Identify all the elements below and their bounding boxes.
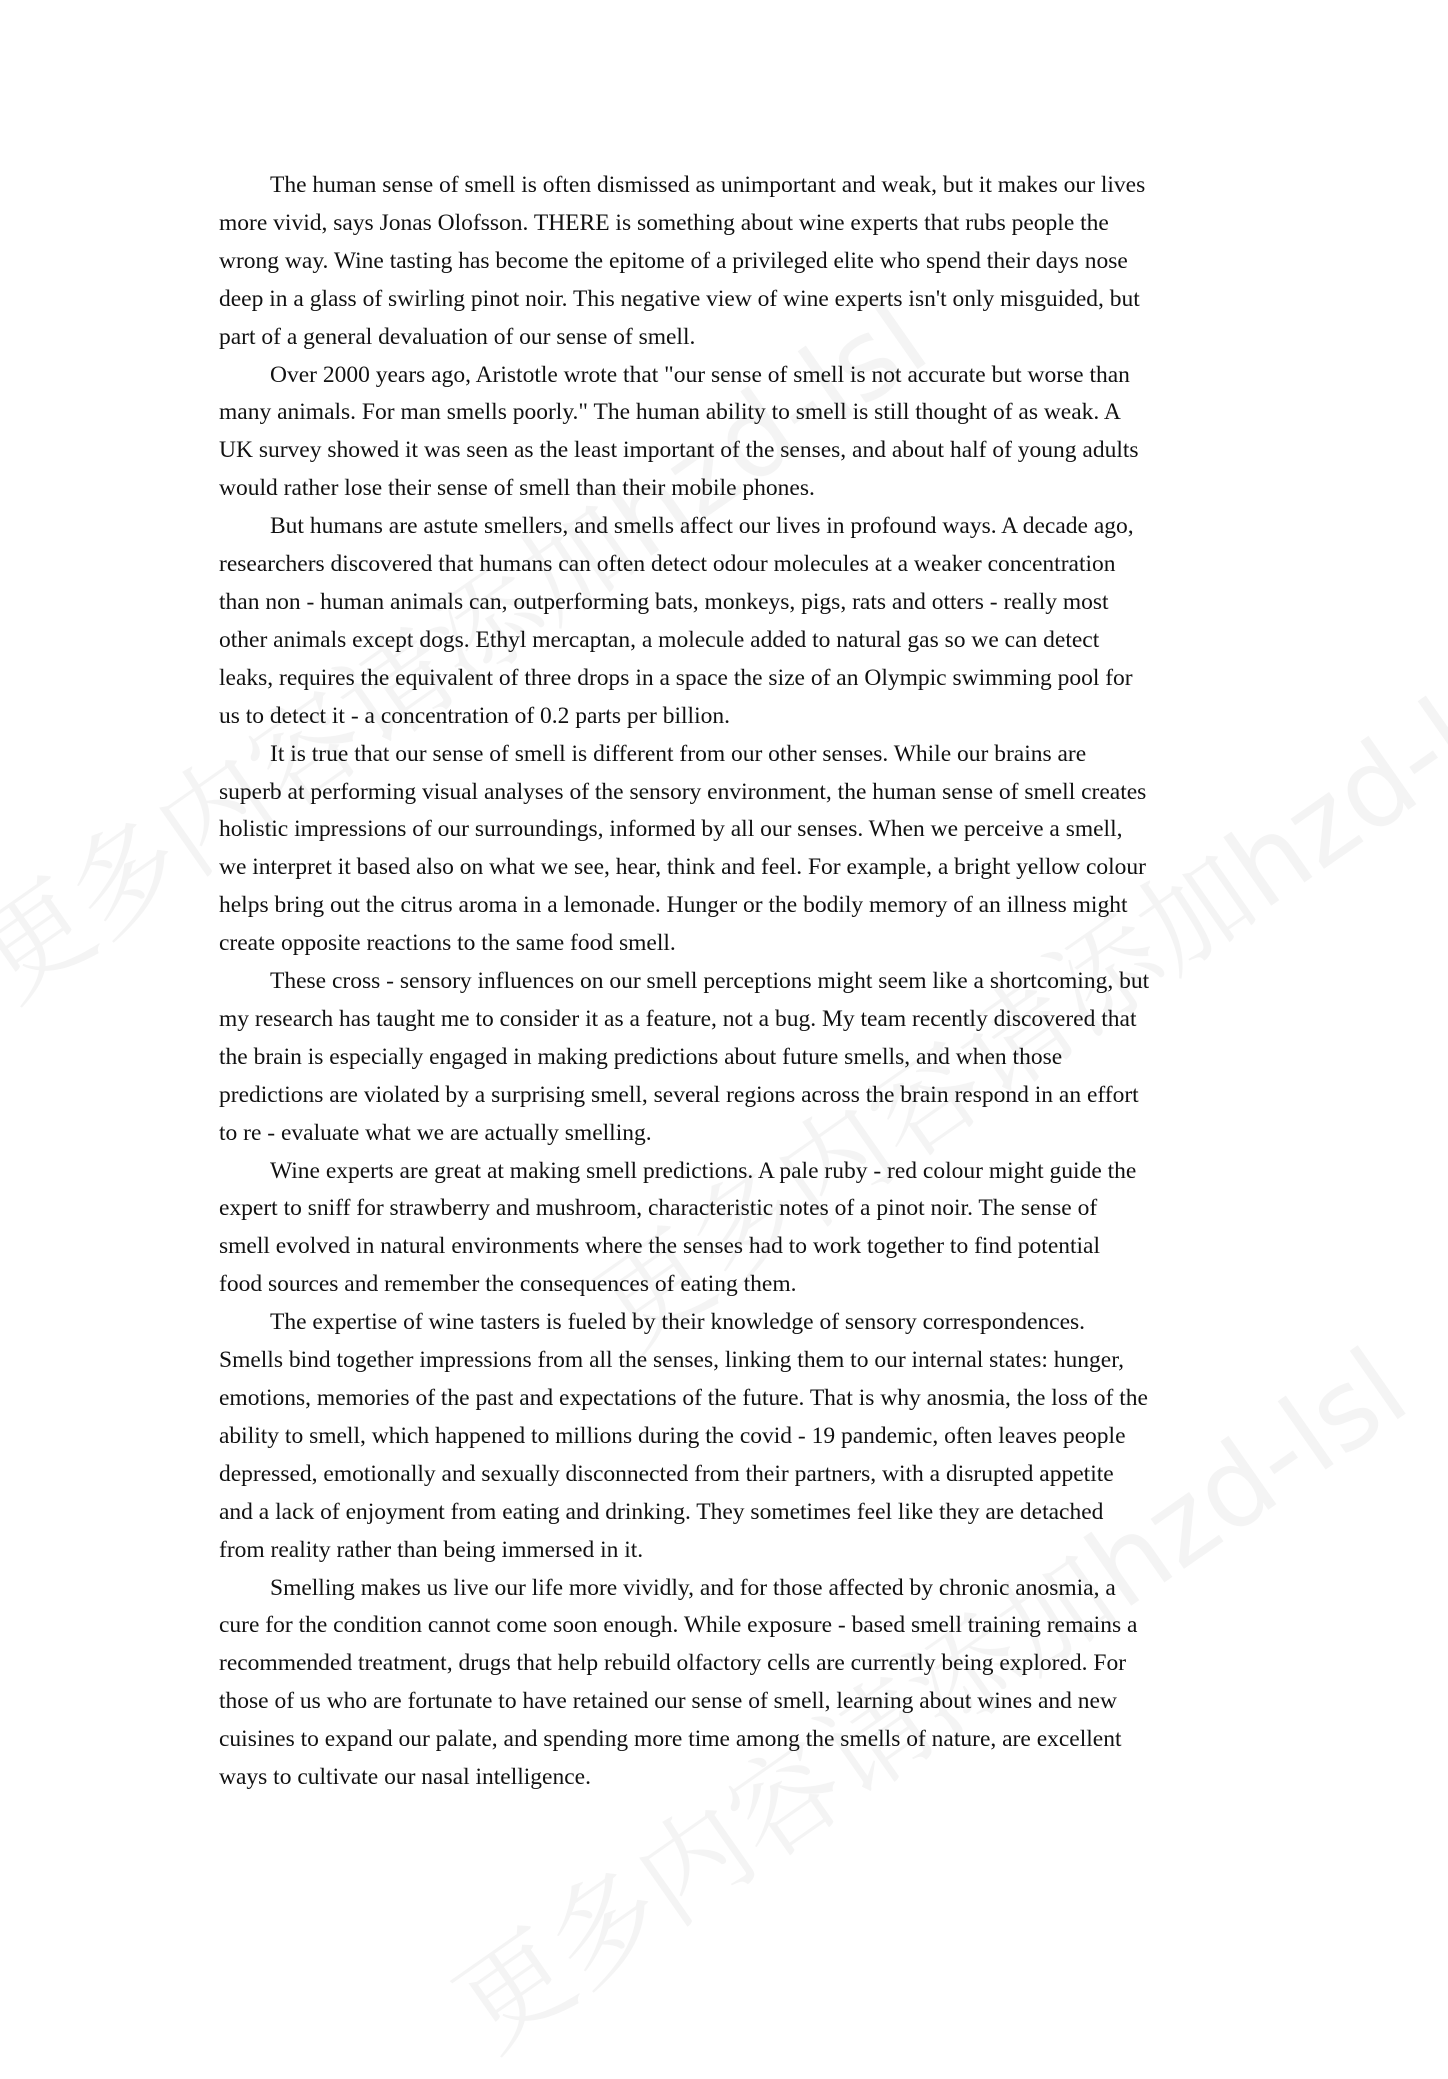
text-line: cuisines to expand our palate, and spending more time among the smells of nature, are excellent [219,1726,1122,1753]
text-line: The expertise of wine tasters is fueled by their knowledge of sensory correspondences. [270,1309,1086,1336]
paragraph [219,1304,1239,1569]
text-line: the brain is especially engaged in making predictions about future smells, and when those [219,1043,1063,1070]
paragraph [219,1153,1239,1305]
text-line: to re - evaluate what we are actually smelling. [219,1119,652,1146]
text-line: smell evolved in natural environments where the senses had to work together to find potential [219,1233,1101,1260]
text-line: Wine experts are great at making smell predictions. A pale ruby - red colour might guide the [270,1157,1137,1184]
text-line: deep in a glass of swirling pinot noir. This negative view of wine experts isn't only misguided, but [219,285,1140,312]
text-line: more vivid, says Jonas Olofsson. THERE is something about wine experts that rubs people the [219,209,1109,236]
text-line: recommended treatment, drugs that help rebuild olfactory cells are currently being explored. For [219,1650,1127,1677]
paragraph [219,1570,1239,1797]
text-line: part of a general devaluation of our sense of smell. [219,323,696,350]
text-line: cure for the condition cannot come soon enough. While exposure - based smell training remains a [219,1612,1138,1639]
text-line: create opposite reactions to the same food smell. [219,930,676,957]
text-line: those of us who are fortunate to have retained our sense of smell, learning about wines and new [219,1688,1117,1715]
text-line: predictions are violated by a surprising smell, several regions across the brain respond in an effort [219,1081,1139,1108]
text-line: helps bring out the citrus aroma in a lemonade. Hunger or the bodily memory of an illness might [219,892,1128,919]
text-line: my research has taught me to consider it as a feature, not a bug. My team recently discovered that [219,1005,1137,1032]
text-line: The human sense of smell is often dismissed as unimportant and weak, but it makes our lives [270,172,1146,198]
document-body [219,167,1239,1797]
text-line: superb at performing visual analyses of the sensory environment, the human sense of smell creates [219,778,1147,805]
text-line: would rather lose their sense of smell than their mobile phones. [219,475,815,502]
text-line: wrong way. Wine tasting has become the epitome of a privileged elite who spend their days nose [219,247,1128,274]
paragraph [219,357,1239,509]
text-line: we interpret it based also on what we see, hear, think and feel. For example, a bright yellow colour [219,854,1147,881]
text-line: ways to cultivate our nasal intelligence. [219,1764,591,1791]
text-line: Smells bind together impressions from all the senses, linking them to our internal states: hunger, [219,1347,1124,1374]
text-line: It is true that our sense of smell is different from our other senses. While our brains are [270,740,1087,767]
text-line: expert to sniff for strawberry and mushroom, characteristic notes of a pinot noir. The sense of [219,1195,1098,1222]
text-line: many animals. For man smells poorly." The human ability to smell is still thought of as weak. A [219,399,1121,426]
text-line: food sources and remember the consequences of eating them. [219,1271,797,1298]
text-line: These cross - sensory influences on our smell perceptions might seem like a shortcoming, but [270,968,1150,995]
text-line: and a lack of enjoyment from eating and drinking. They sometimes feel like they are detached [219,1498,1104,1525]
text-line: But humans are astute smellers, and smells affect our lives in profound ways. A decade ago, [270,513,1134,540]
paragraph [219,736,1239,963]
text-line: holistic impressions of our surroundings, informed by all our senses. When we perceive a smell, [219,816,1123,843]
paragraph [219,963,1239,1153]
text-line: us to detect it - a concentration of 0.2 parts per billion. [219,702,730,729]
text-line: UK survey showed it was seen as the least important of the senses, and about half of young adults [219,437,1139,464]
text-line: researchers discovered that humans can often detect odour molecules at a weaker concentration [219,551,1116,578]
paragraph [219,508,1239,735]
text-line: Smelling makes us live our life more vividly, and for those affected by chronic anosmia, a [270,1574,1116,1601]
text-line: than non - human animals can, outperforming bats, monkeys, pigs, rats and otters - really most [219,588,1109,615]
text-line: ability to smell, which happened to millions during the covid - 19 pandemic, often leaves people [219,1422,1126,1449]
text-line: Over 2000 years ago, Aristotle wrote that "our sense of smell is not accurate but worse than [270,361,1130,388]
text-line: other animals except dogs. Ethyl mercaptan, a molecule added to natural gas so we can detect [219,626,1100,653]
paragraph [219,167,1239,357]
text-line: leaks, requires the equivalent of three drops in a space the size of an Olympic swimming pool for [219,664,1133,691]
text-line: emotions, memories of the past and expectations of the future. That is why anosmia, the loss of the [219,1385,1148,1411]
text-line: from reality rather than being immersed in it. [219,1536,644,1563]
text-line: depressed, emotionally and sexually disconnected from their partners, with a disrupted appetite [219,1460,1114,1487]
